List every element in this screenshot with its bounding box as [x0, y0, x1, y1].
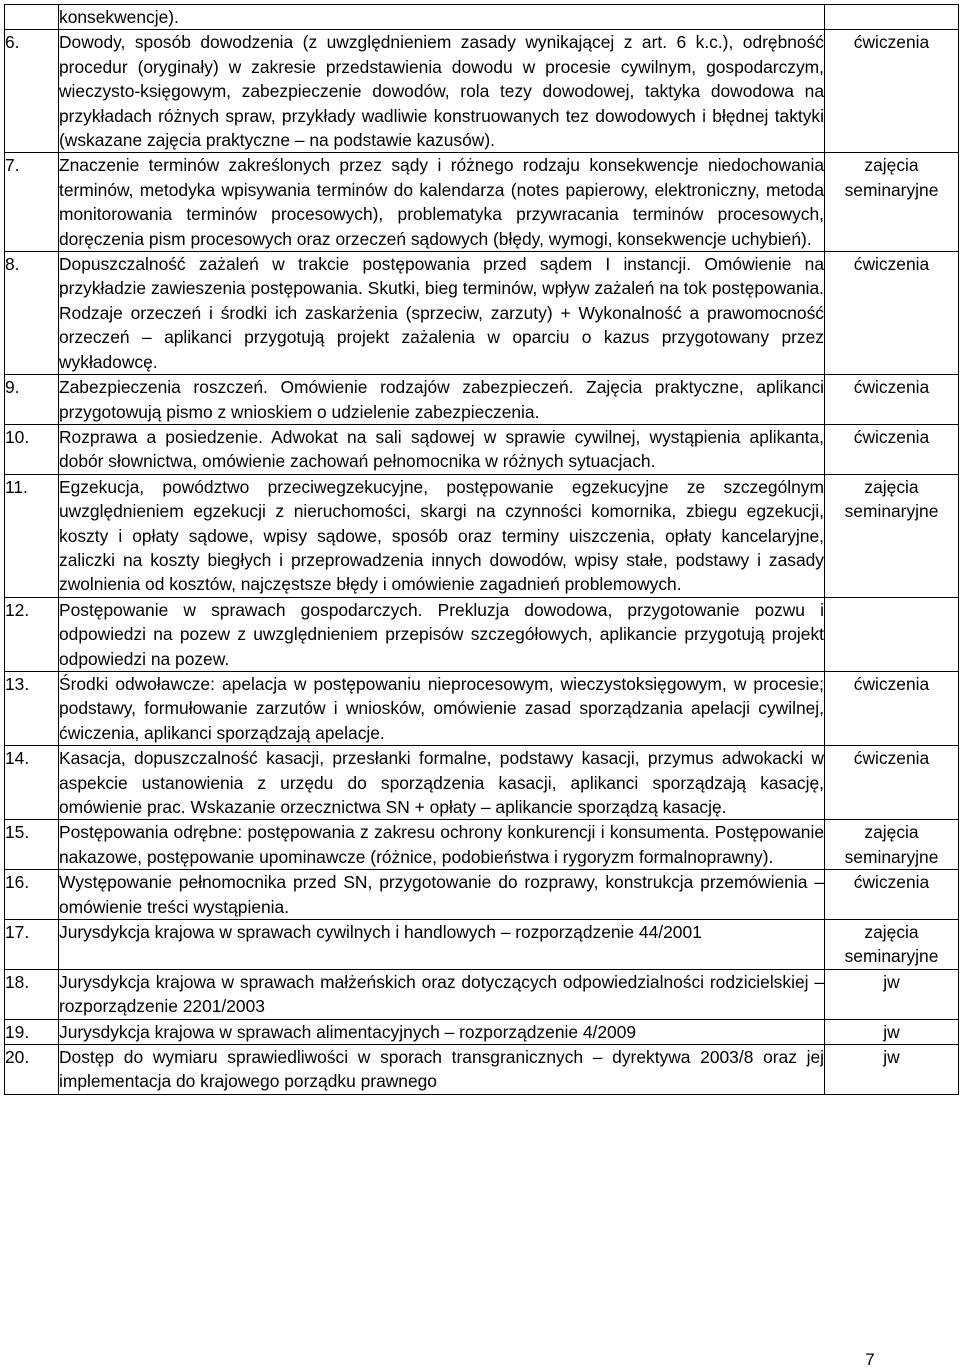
table-row — [5, 5, 959, 30]
class-form: ćwiczenia — [825, 746, 959, 820]
topic-number: 18. — [5, 969, 59, 1019]
table-row — [5, 969, 959, 1019]
class-form: ćwiczenia — [825, 870, 959, 920]
topic-description: Postępowanie w sprawach gospodarczych. Prekluzja dowodowa, przygotowanie pozwu i odpowiedzi na pozew z uwzględnieniem przepisów szczegółowych, aplikancie przygotują projekt odpowiedzi na pozew. — [59, 597, 825, 671]
topic-number: 8. — [5, 252, 59, 375]
class-form: zajęcia seminaryjne — [825, 920, 959, 970]
class-form: jw — [825, 1045, 959, 1095]
topic-description: Zabezpieczenia roszczeń. Omówienie rodzajów zabezpieczeń. Zajęcia praktyczne, aplikanci przygotowują pismo z wnioskiem o udzielenie zabezpieczenia. — [59, 375, 825, 425]
topic-number: 16. — [5, 870, 59, 920]
page-number: 7 — [865, 1350, 875, 1369]
class-form: zajęcia seminaryjne — [825, 153, 959, 252]
topic-number: 14. — [5, 746, 59, 820]
topic-description: Dostęp do wymiaru sprawiedliwości w sporach transgranicznych – dyrektywa 2003/8 oraz jej implementacja do krajowego porządku prawnego — [59, 1045, 825, 1095]
table-row — [5, 153, 959, 252]
syllabus-rows — [5, 5, 959, 1095]
topic-description: Występowanie pełnomocnika przed SN, przygotowanie do rozprawy, konstrukcja przemówienia – omówienie treści wystąpienia. — [59, 870, 825, 920]
table-row — [5, 1045, 959, 1095]
class-form: ćwiczenia — [825, 424, 959, 474]
topic-number: 15. — [5, 820, 59, 870]
topic-description: Jurysdykcja krajowa w sprawach małżeńskich oraz dotyczących odpowiedzialności rodzicielskiej – rozporządzenie 2201/2003 — [59, 969, 825, 1019]
topic-description: Dopuszczalność zażaleń w trakcie postępowania przed sądem I instancji. Omówienie na przykładzie zawieszenia postępowania. Skutki, bieg terminów, wpływ zażaleń na tok postępowania. Rodzaje orzeczeń i środki ich zaskarżenia (sprzeciw, zarzuty) + Wykonalność a prawomocność orzeczeń – aplikanci przygotują projekt zażalenia w oparciu o kazus przygotowany przez wykładowcę. — [59, 252, 825, 375]
topic-number: 13. — [5, 671, 59, 745]
topic-description: Rozprawa a posiedzenie. Adwokat na sali sądowej w sprawie cywilnej, wystąpienia aplikanta, dobór słownictwa, omówienie zachowań pełnomocnika w różnych sytuacjach. — [59, 424, 825, 474]
class-form: jw — [825, 969, 959, 1019]
topic-description: Środki odwoławcze: apelacja w postępowaniu nieprocesowym, wieczystoksięgowym, w procesie; podstawy, formułowanie zarzutów i wniosków, omówienie zasad sporządzania apelacji cywilnej, ćwiczenia, aplikanci sporządzają apelacje. — [59, 671, 825, 745]
table-row — [5, 474, 959, 597]
class-form — [825, 5, 959, 30]
table-row — [5, 252, 959, 375]
topic-number: 7. — [5, 153, 59, 252]
table-row — [5, 30, 959, 153]
class-form — [825, 597, 959, 671]
topic-number: 17. — [5, 920, 59, 970]
topic-number: 9. — [5, 375, 59, 425]
syllabus-table — [4, 4, 959, 1095]
topic-number: 11. — [5, 474, 59, 597]
topic-description: Jurysdykcja krajowa w sprawach alimentacyjnych – rozporządzenie 4/2009 — [59, 1019, 825, 1044]
topic-description: Dowody, sposób dowodzenia (z uwzględnieniem zasady wynikającej z art. 6 k.c.), odrębność procedur (oryginały) w zakresie przedstawienia dowodu w procesie cywilnym, gospodarczym, wieczysto-księgowym, zabezpieczenie dowodów, rola tezy dowodowej, taktyka dowodowa na przykładach różnych spraw, przykłady wadliwie konstruowanych tez dowodowych i błędnej taktyki (wskazane zajęcia praktyczne – na podstawie kazusów). — [59, 30, 825, 153]
class-form: ćwiczenia — [825, 671, 959, 745]
topic-description: konsekwencje). — [59, 5, 825, 30]
topic-number: 19. — [5, 1019, 59, 1044]
table-row — [5, 375, 959, 425]
class-form: ćwiczenia — [825, 252, 959, 375]
table-row — [5, 597, 959, 671]
topic-description: Kasacja, dopuszczalność kasacji, przesłanki formalne, podstawy kasacji, przymus adwokacki w aspekcie ustanowienia z urzędu do sporządzenia kasacji, aplikanci sporządzają kasację, omówienie prac. Wskazanie orzecznictwa SN + opłaty – aplikancie sporządzą kasację. — [59, 746, 825, 820]
table-row — [5, 746, 959, 820]
class-form: jw — [825, 1019, 959, 1044]
topic-number: 6. — [5, 30, 59, 153]
class-form: ćwiczenia — [825, 30, 959, 153]
topic-description: Znaczenie terminów zakreślonych przez sądy i różnego rodzaju konsekwencje niedochowania terminów, metodyka wpisywania terminów do kalendarza (notes papierowy, elektroniczny, metoda monitorowania terminów procesowych), problematyka przywracania terminów procesowych, doręczenia pism procesowych oraz orzeczeń sądowych (błędy, wymogi, konsekwencje uchybień). — [59, 153, 825, 252]
topic-number: 20. — [5, 1045, 59, 1095]
class-form: zajęcia seminaryjne — [825, 474, 959, 597]
table-row — [5, 424, 959, 474]
table-row — [5, 671, 959, 745]
topic-description: Jurysdykcja krajowa w sprawach cywilnych i handlowych – rozporządzenie 44/2001 — [59, 920, 825, 970]
table-row — [5, 1019, 959, 1044]
table-row — [5, 820, 959, 870]
table-row — [5, 920, 959, 970]
topic-number: 12. — [5, 597, 59, 671]
class-form: zajęcia seminaryjne — [825, 820, 959, 870]
topic-number — [5, 5, 59, 30]
topic-number: 10. — [5, 424, 59, 474]
class-form: ćwiczenia — [825, 375, 959, 425]
topic-description: Egzekucja, powództwo przeciwegzekucyjne, postępowanie egzekucyjne ze szczególnym uwzględnieniem egzekucji z nieruchomości, skargi na czynności komornika, zbiegu egzekucji, koszty i opłaty sądowe, wpisy sądowe, sposób oraz terminy uiszczenia, opłaty kancelaryjne, zaliczki na koszty biegłych i przeprowadzenia innych dowodów, wpisy stałe, podstawy i zasady zwolnienia od kosztów, najczęstsze błędy i omówienie zagadnień problemowych. — [59, 474, 825, 597]
topic-description: Postępowania odrębne: postępowania z zakresu ochrony konkurencji i konsumenta. Postępowanie nakazowe, postępowanie upominawcze (różnice, podobieństwa i rygoryzm formalnoprawny). — [59, 820, 825, 870]
table-row — [5, 870, 959, 920]
